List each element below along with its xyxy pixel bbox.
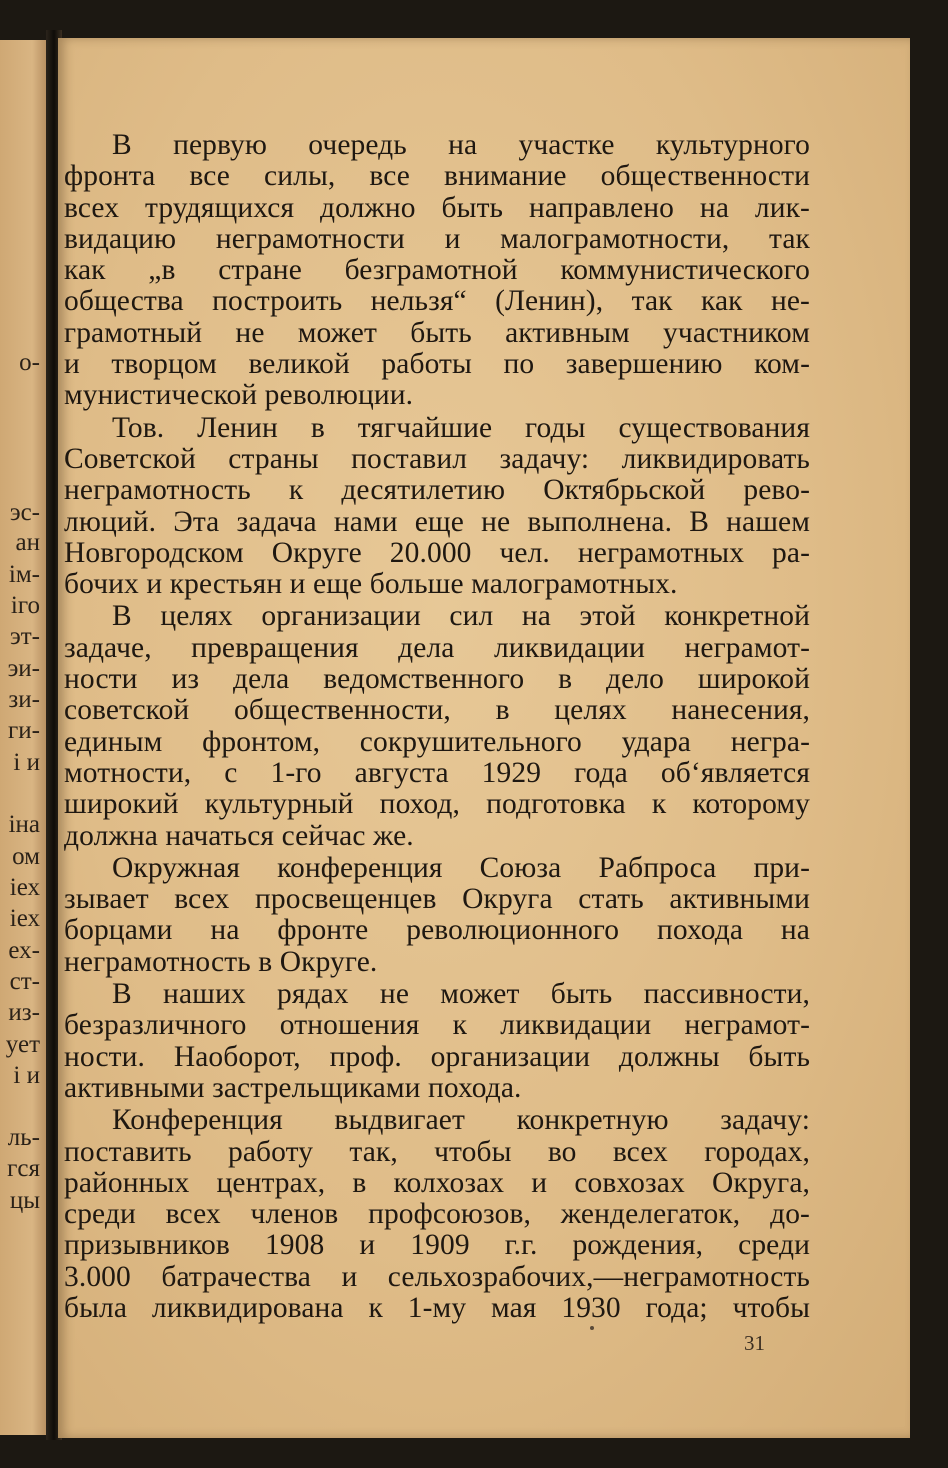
text-line: Тов. Ленин в тягчайшие годы существования xyxy=(112,412,810,444)
text-line: мотности, с 1-го августа 1929 года об‘является xyxy=(64,757,810,789)
paragraph xyxy=(64,601,810,851)
facing-page-fragment: і и xyxy=(13,1062,40,1089)
text-line-last: бочих и крестьян и еще больше малограмотных. xyxy=(64,568,678,601)
text-line: поставить работу так, чтобы во всех городах, xyxy=(64,1136,810,1168)
facing-page-fragment: эс- xyxy=(9,499,40,526)
text-line: В наших рядах не может быть пассивности, xyxy=(112,979,810,1011)
facing-page-fragment: ом xyxy=(12,843,40,870)
text-line: Окружная конференция Союза Рабпроса при- xyxy=(112,852,810,884)
text-line-last: была ликвидирована к 1-му мая 1930 года; чтобы xyxy=(64,1291,810,1324)
text-line: грамотный не может быть активным участником xyxy=(64,317,810,349)
text-line: В целях организации сил на этой конкретной xyxy=(112,601,810,633)
text-line: и творцом великой работы по завершению ком- xyxy=(64,349,810,381)
facing-page-fragment: ует xyxy=(5,1031,40,1058)
facing-page-fragment: о- xyxy=(19,349,40,376)
text-line: видацию неграмотности и малограмотности, так xyxy=(64,223,810,255)
text-line: общества построить нельзя“ (Ленин), так как не- xyxy=(64,286,810,318)
text-line: районных центрах, в колхозах и совхозах Округа, xyxy=(64,1167,810,1199)
text-line: задаче, превращения дела ликвидации неграмот- xyxy=(64,632,810,664)
text-line: широкий культурный поход, подготовка к которому xyxy=(64,789,810,821)
text-line: фронта все силы, все внимание общественности xyxy=(64,161,810,193)
facing-page-fragment: ех- xyxy=(8,937,40,964)
facing-page-fragment: эт- xyxy=(10,623,40,650)
paragraph xyxy=(64,979,810,1104)
text-line: всех трудящихся должно быть направлено на лик- xyxy=(64,192,810,224)
text-line: советской общественности, в целях нанесения, xyxy=(64,695,810,727)
paragraph xyxy=(64,853,810,978)
facing-page-fragment: іех xyxy=(9,874,40,901)
text-line-last: должна начаться сейчас же. xyxy=(64,819,414,852)
paragraph xyxy=(64,130,810,412)
text-line: зывает всех просвещенцев Округа стать активными xyxy=(64,884,810,916)
text-line: борцами на фронте революционного похода на xyxy=(64,915,810,947)
text-line: неграмотность к десятилетию Октябрьской рево- xyxy=(64,475,810,507)
facing-page-fragment: ст- xyxy=(9,968,40,995)
book-page xyxy=(58,38,910,1438)
text-line: В первую очередь на участке культурного xyxy=(112,130,810,161)
text-line: ности. Наоборот, проф. организации должны быть xyxy=(64,1041,810,1073)
facing-page-fragment: гся xyxy=(7,1155,40,1182)
text-line: 3.000 батрачества и сельхозрабочих,—неграмотность xyxy=(64,1261,810,1293)
facing-page-fragment: і и xyxy=(13,749,40,776)
text-line: единым фронтом, сокрушительного удара негра- xyxy=(64,726,810,758)
facing-page-fragment: ги- xyxy=(8,717,40,744)
paragraph xyxy=(64,1105,810,1324)
facing-page-fragment: іго xyxy=(10,592,40,619)
text-line: Советской страны поставил задачу: ликвидировать xyxy=(64,443,810,475)
page-body-text xyxy=(64,130,810,1324)
text-line: Конференция выдвигает конкретную задачу: xyxy=(112,1105,810,1137)
text-line: безразличного отношения к ликвидации неграмот- xyxy=(64,1010,810,1042)
text-line: Новгородском Округе 20.000 чел. неграмотных ра- xyxy=(64,537,810,569)
facing-page-edge xyxy=(0,40,46,1435)
facing-page-fragment: іна xyxy=(8,811,40,838)
facing-page-fragment: ан xyxy=(15,529,40,556)
text-line-last: неграмотность в Округе. xyxy=(64,945,378,978)
paragraph xyxy=(64,413,810,601)
page-number: 31 xyxy=(744,1331,765,1355)
facing-page-fragment: из- xyxy=(8,999,40,1026)
text-line: люций. Эта задача нами еще не выполнена. В нашем xyxy=(64,506,810,538)
facing-page-fragment: эи- xyxy=(7,655,40,682)
text-line: ности из дела ведомственного в дело широкой xyxy=(64,664,810,696)
ink-speck xyxy=(590,1326,594,1330)
text-line: как „в стране безграмотной коммунистического xyxy=(64,255,810,287)
facing-page-fragment: ль- xyxy=(7,1124,40,1151)
facing-page-fragment: цы xyxy=(9,1187,40,1214)
text-line: призывников 1908 и 1909 г.г. рождения, среди xyxy=(64,1230,810,1262)
text-line-last: активными застрельщиками похода. xyxy=(64,1071,522,1104)
facing-page-fragment: ім- xyxy=(8,561,40,588)
text-line-last: мунистической революции. xyxy=(64,379,414,412)
facing-page-fragment: іех xyxy=(9,905,40,932)
text-line: среди всех членов профсоюзов, женделегаток, до- xyxy=(64,1199,810,1231)
facing-page-fragment: зи- xyxy=(8,686,40,713)
